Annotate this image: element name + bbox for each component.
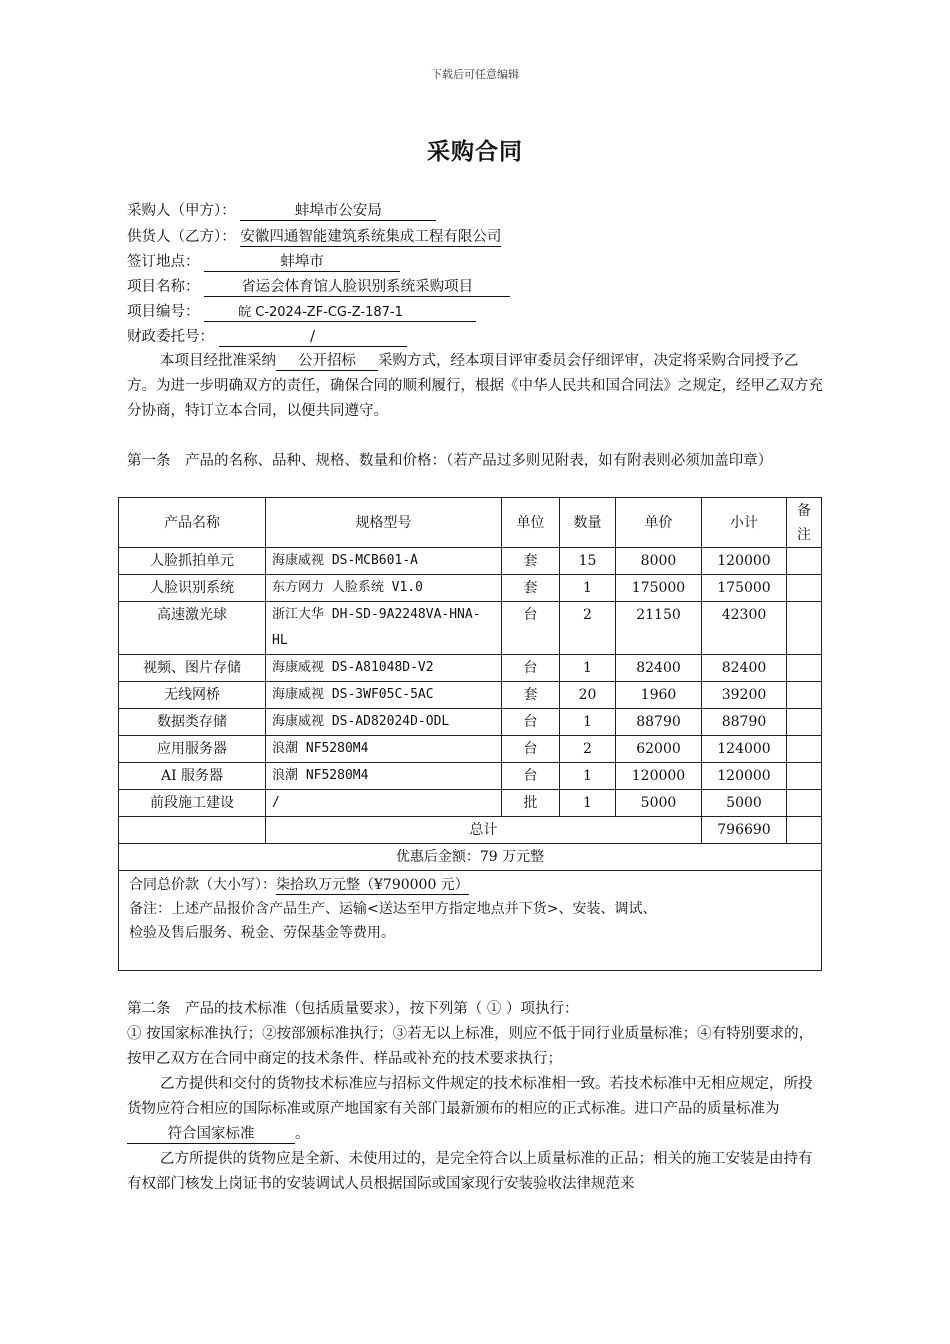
place-line — [127, 252, 400, 272]
article-2-options: ① 按国家标准执行；②按部颁标准执行；③若无以上标准，则应不低于同行业质量标准；④有特别要求的，按甲乙双方在合同中商定的技术条件、样品或补充的技术要求执行； — [127, 1026, 814, 1067]
buyer-label: 采购人（甲方）： — [127, 203, 236, 219]
article-2-heading: 第二条 产品的技术标准（包括质量要求），按下列第（ ① ）项执行： — [127, 1001, 579, 1017]
header-cell: 备注 — [787, 498, 822, 548]
table-row — [119, 790, 822, 817]
total-value: 796690 — [702, 817, 787, 844]
product-unit: 套 — [502, 682, 560, 709]
product-price: 88790 — [616, 709, 702, 736]
product-price: 175000 — [616, 575, 702, 602]
number-line — [127, 302, 476, 322]
product-name: 前段施工建设 — [119, 790, 266, 817]
header-cell: 小计 — [702, 498, 787, 548]
product-subtotal: 39200 — [702, 682, 787, 709]
place-label: 签订地点： — [127, 254, 200, 270]
product-remark — [787, 790, 822, 817]
number-value: 皖 C-2024-ZF-CG-Z-187-1 — [204, 304, 476, 322]
product-qty: 1 — [560, 709, 616, 736]
total-remark — [787, 817, 822, 844]
place-value: 蚌埠市 — [204, 254, 400, 272]
product-name: 数据类存储 — [119, 709, 266, 736]
total-blank — [119, 817, 266, 844]
product-name: 高速激光球 — [119, 602, 266, 655]
product-name: 应用服务器 — [119, 736, 266, 763]
product-price: 21150 — [616, 602, 702, 655]
product-subtotal: 120000 — [702, 763, 787, 790]
header-cell: 单价 — [616, 498, 702, 548]
quality-standard-value: 符合国家标准 — [127, 1126, 295, 1144]
seller-value: 安徽四通智能建筑系统集成工程有限公司 — [240, 229, 502, 245]
product-unit: 台 — [502, 709, 560, 736]
product-spec: 东方网力 人脸系统 V1.0 — [266, 575, 502, 602]
product-price: 82400 — [616, 655, 702, 682]
product-spec: 海康威视 DS-3WF05C-5AC — [266, 682, 502, 709]
header-cell: 数量 — [560, 498, 616, 548]
product-unit: 台 — [502, 655, 560, 682]
page-header: 下载后可任意编辑 — [431, 68, 519, 81]
product-remark — [787, 655, 822, 682]
total-label: 总计 — [266, 817, 702, 844]
entrust-line — [127, 327, 407, 347]
product-spec: 海康威视 DS-A81048D-V2 — [266, 655, 502, 682]
header-cell: 产品名称 — [119, 498, 266, 548]
product-qty: 1 — [560, 790, 616, 817]
product-subtotal: 120000 — [702, 548, 787, 575]
note-line-1: 备注：上述产品报价含产品生产、运输<送达至甲方指定地点并下货>、安装、调试、 — [129, 901, 657, 917]
product-remark — [787, 682, 822, 709]
para1-end: 。 — [295, 1126, 310, 1142]
product-remark — [787, 548, 822, 575]
product-unit: 台 — [502, 736, 560, 763]
contract-total-line — [129, 873, 811, 897]
product-name: 无线网桥 — [119, 682, 266, 709]
contract-total-label: 合同总价款（大小写）： — [129, 877, 276, 893]
product-remark — [787, 763, 822, 790]
seller-label: 供货人（乙方）： — [127, 229, 236, 245]
number-label: 项目编号： — [127, 304, 200, 320]
project-line — [127, 277, 510, 297]
header-cell: 单位 — [502, 498, 560, 548]
product-name: 视频、图片存储 — [119, 655, 266, 682]
product-spec: 海康威视 DS-AD82024D-ODL — [266, 709, 502, 736]
product-remark — [787, 736, 822, 763]
table-row — [119, 575, 822, 602]
product-subtotal: 42300 — [702, 602, 787, 655]
contract-total-cell — [119, 871, 822, 971]
article-1-heading: 第一条 产品的名称、品种、规格、数量和价格：（若产品过多则见附表，如有附表则必须加盖印章） — [127, 453, 773, 469]
product-qty: 1 — [560, 763, 616, 790]
product-qty: 1 — [560, 575, 616, 602]
product-price: 5000 — [616, 790, 702, 817]
product-qty: 2 — [560, 736, 616, 763]
product-price: 8000 — [616, 548, 702, 575]
seller-line — [127, 227, 501, 247]
product-unit: 台 — [502, 763, 560, 790]
product-spec: 海康威视 DS-MCB601-A — [266, 548, 502, 575]
project-value: 省运会体育馆人脸识别系统采购项目 — [204, 279, 510, 297]
product-subtotal: 5000 — [702, 790, 787, 817]
header-cell: 规格型号 — [266, 498, 502, 548]
product-spec: 浪潮 NF5280M4 — [266, 736, 502, 763]
product-name: 人脸识别系统 — [119, 575, 266, 602]
product-qty: 2 — [560, 602, 616, 655]
discount-amount: 优惠后金额：79 万元整 — [119, 844, 822, 871]
document-title: 采购合同 — [427, 139, 523, 165]
product-table — [118, 497, 822, 971]
table-row — [119, 682, 822, 709]
table-row — [119, 709, 822, 736]
product-unit: 套 — [502, 548, 560, 575]
product-subtotal: 88790 — [702, 709, 787, 736]
product-remark — [787, 575, 822, 602]
buyer-value: 蚌埠市公安局 — [240, 203, 436, 221]
contract-total-value: 柒拾玖万元整（¥790000 元） — [276, 877, 469, 893]
product-qty: 20 — [560, 682, 616, 709]
product-spec: 浙江大华 DH-SD-9A2248VA-HNA-HL — [266, 602, 502, 655]
total-row — [119, 817, 822, 844]
product-qty: 1 — [560, 655, 616, 682]
product-unit: 套 — [502, 575, 560, 602]
product-subtotal: 82400 — [702, 655, 787, 682]
product-subtotal: 124000 — [702, 736, 787, 763]
intro-paragraph — [127, 349, 825, 424]
product-name: AI 服务器 — [119, 763, 266, 790]
para1-text: 乙方提供和交付的货物技术标准应与招标文件规定的技术标准相一致。若技术标准中无相应规定，所投货物应符合相应的国际标准或原产地国家有关部门最新颁布的相应的正式标准。进口产品的质量标准为 — [127, 1076, 813, 1117]
product-spec: 浪潮 NF5280M4 — [266, 763, 502, 790]
table-row — [119, 548, 822, 575]
intro-method: 公开招标 — [276, 353, 378, 371]
product-remark — [787, 709, 822, 736]
discount-row — [119, 844, 822, 871]
product-subtotal: 175000 — [702, 575, 787, 602]
table-row — [119, 763, 822, 790]
article-2-paragraph-1 — [127, 1072, 825, 1147]
entrust-value: / — [219, 329, 407, 347]
product-price: 120000 — [616, 763, 702, 790]
product-price: 62000 — [616, 736, 702, 763]
intro-pre: 本项目经批准采纳 — [160, 353, 276, 369]
product-spec: / — [266, 790, 502, 817]
product-remark — [787, 602, 822, 655]
article-2-paragraph-2: 乙方所提供的货物应是全新、未使用过的，是完全符合以上质量标准的正品；相关的施工安装是由持有有权部门核发上岗证书的安装调试人员根据国际或国家现行安装验收法律规范来 — [127, 1151, 813, 1192]
product-unit: 批 — [502, 790, 560, 817]
contract-total-row — [119, 871, 822, 971]
table-row — [119, 602, 822, 655]
project-label: 项目名称： — [127, 279, 200, 295]
product-qty: 15 — [560, 548, 616, 575]
table-row — [119, 736, 822, 763]
table-row — [119, 655, 822, 682]
product-name: 人脸抓拍单元 — [119, 548, 266, 575]
note-line-2: 检验及售后服务、税金、劳保基金等费用。 — [129, 925, 395, 941]
table-header-row — [119, 498, 822, 548]
product-price: 1960 — [616, 682, 702, 709]
buyer-line — [127, 201, 436, 221]
entrust-label: 财政委托号： — [127, 329, 214, 345]
intro-post: 采购方式，经本项目评审委员会仔细评审，决定将采购合同授予乙方。为进一步明确双方的责任，确保合同的顺利履行，根据《中华人民共和国合同法》之规定，经甲乙双方充分协商，特订立本合同，以便共同遵守。 — [127, 353, 823, 419]
product-unit: 台 — [502, 602, 560, 655]
